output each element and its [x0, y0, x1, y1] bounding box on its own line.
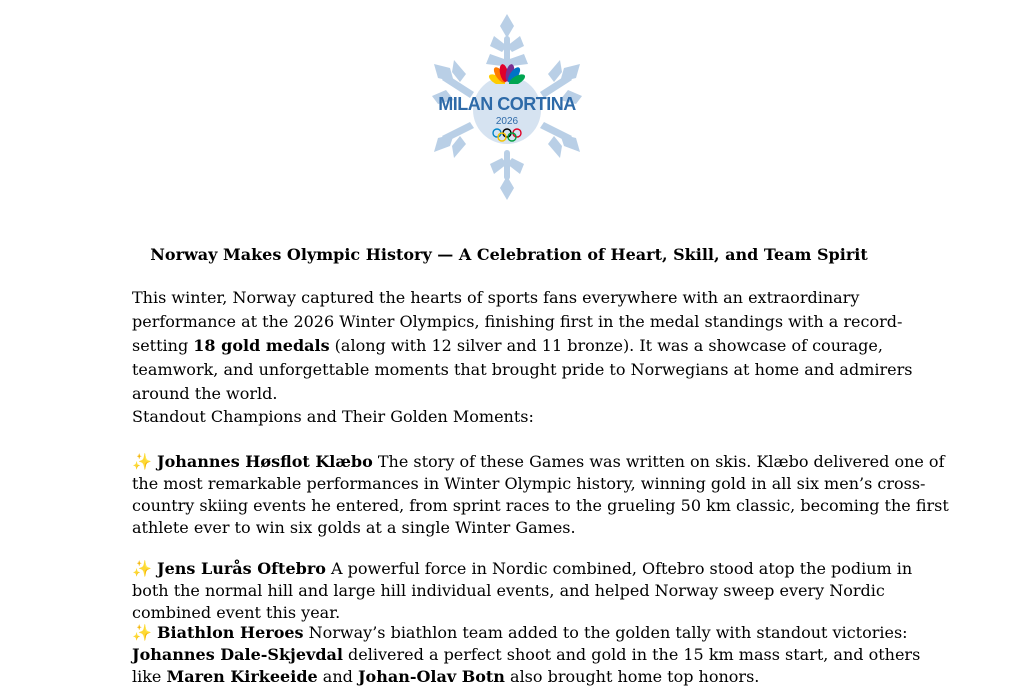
intro-paragraph	[132, 286, 952, 406]
champion-text: A powerful force in Nordic combined, Oftebro stood atop the podium in both the normal hill and large hill individual events, and helped Norway sweep every Nordic combined event this year.	[132, 559, 913, 622]
article-headline: Norway Makes Olympic History — A Celebration of Heart, Skill, and Team Spirit	[150, 245, 868, 264]
snowflake-emblem	[424, 12, 590, 202]
champion-name: Johannes Høsflot Klæbo	[157, 452, 373, 471]
section-heading: Standout Champions and Their Golden Moments:	[132, 407, 534, 426]
sparkle-icon: ✨	[132, 452, 152, 471]
athlete-name: Johannes Dale-Skjevdal	[132, 645, 343, 664]
snowflake-arm-top	[500, 14, 514, 38]
champion-oftebro	[132, 558, 952, 624]
champion-text: Norway’s biathlon team added to the golden tally with standout victories:	[303, 623, 908, 642]
champion-name: Jens Lurås Oftebro	[157, 559, 326, 578]
intro-text-part1: This winter, Norway captured the hearts of sports fans everywhere with an extraordinary performance at the 2026 Winter Olympics, finishing first in the medal standings with a record-setting	[132, 288, 903, 355]
champion-klaebo	[132, 451, 952, 539]
champion-text: also brought home top honors.	[504, 667, 760, 686]
intro-text-part2: (along with 12 silver and 11 bronze). It was a showcase of courage, teamwork, and unforgettable moments that brought pride to Norwegians at home and admirers around the world.	[132, 336, 913, 403]
milan-cortina-logo	[424, 12, 590, 202]
champion-biathlon	[132, 622, 952, 688]
athlete-name: Johan-Olav Botn	[357, 667, 505, 686]
champion-text: and	[317, 667, 358, 686]
logo-wordmark: MILAN CORTINA	[438, 94, 576, 114]
sparkle-icon: ✨	[132, 623, 152, 642]
athlete-name: Maren Kirkeeide	[166, 667, 318, 686]
champion-text: The story of these Games was written on skis. Klæbo delivered one of the most remarkable performances in Winter Olympic history, winning gold in all six men’s cross-country skiing events he entered, from sprint races to the grueling 50 km classic, becoming the first athlete ever to win six golds at a single Winter Games.	[132, 452, 949, 537]
logo-year: 2026	[495, 116, 519, 127]
champion-text: delivered a perfect shoot and gold in the 15 km mass start, and others like	[132, 645, 921, 686]
champion-name: Biathlon Heroes	[157, 623, 304, 642]
sparkle-icon: ✨	[132, 559, 152, 578]
gold-medal-count: 18 gold medals	[193, 336, 330, 355]
